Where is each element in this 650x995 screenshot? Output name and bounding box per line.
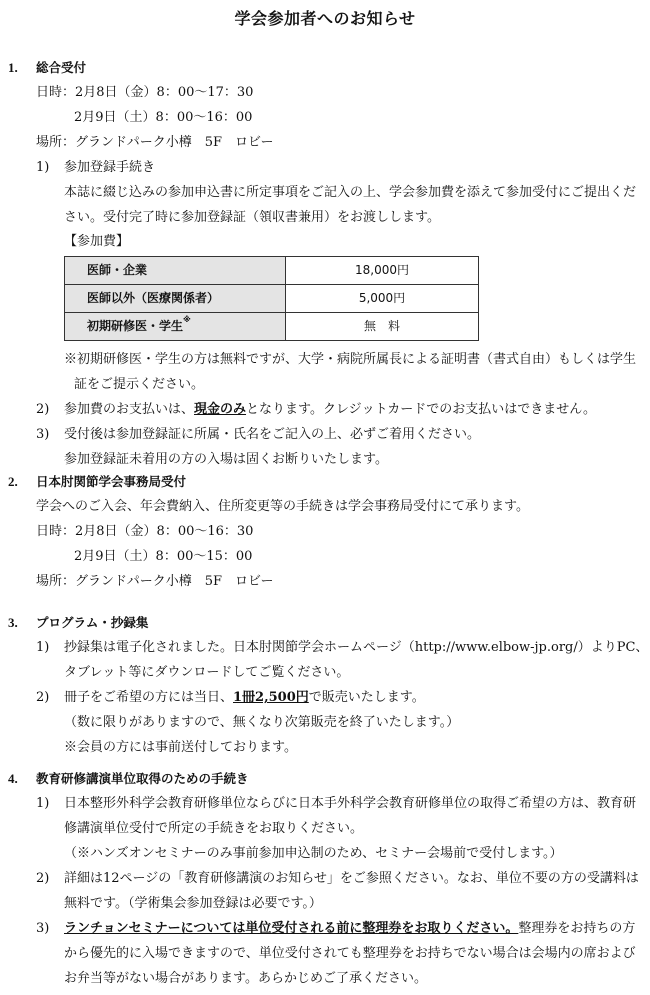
list-item-credit-application (0, 791, 650, 866)
schedule-day1: 日時：2月8日（金）8：00〜17：30 (36, 85, 254, 100)
venue: 場所：グランドパーク小樽 5F ロビー (36, 574, 274, 589)
item-text: 参加登録証未着用の方の入場は固くお断りいたします。 (64, 452, 388, 467)
section-title: プログラム・抄録集 (36, 615, 149, 630)
item-text: （数に限りがありますので、無くなり次第販売を終了いたします。） (64, 715, 460, 730)
item-text: 本誌に綴じ込みの参加申込書に所定事項をご記入の上、学会参加費を添えて参加受付にご提出くだ (64, 185, 637, 200)
list-item-registration (0, 155, 650, 230)
item-text: 受付後は参加登録証に所属・氏名をご記入の上、必ずご着用ください。 (64, 427, 481, 442)
fee-note: 証をご提示ください。 (74, 377, 205, 392)
item-text: ※会員の方には事前送付しております。 (64, 740, 297, 755)
fee-category-cell (65, 313, 286, 341)
section-general-reception (0, 55, 650, 472)
item-number: 2) (36, 871, 50, 886)
section-heading (0, 610, 650, 635)
section-number: 1. (8, 60, 18, 75)
price-text: 1冊2,500円 (233, 690, 309, 705)
emphasis-text: ランチョンセミナーについては単位受付される前に整理券をお取りください。 (64, 921, 519, 936)
table-row (65, 285, 479, 313)
section-secretariat-reception (0, 469, 650, 594)
fee-category: 医師以外（医療関係者） (65, 285, 286, 313)
schedule-day1: 日時：2月8日（金）8：00〜16：30 (36, 524, 254, 539)
section-heading (0, 469, 650, 494)
section-number: 2. (8, 474, 18, 489)
list-item-booklet (0, 685, 650, 760)
section-title: 総合受付 (36, 60, 87, 75)
text-run: 冊子をご希望の方には当日、 (64, 690, 234, 705)
fee-category: 医師・企業 (65, 257, 286, 285)
item-text (64, 916, 642, 941)
item-text: タブレット等にダウンロードしてご覧ください。 (64, 665, 350, 680)
section-title: 日本肘関節学会事務局受付 (36, 474, 187, 489)
section-number: 3. (8, 615, 18, 630)
fee-category: 初期研修医・学生 (87, 319, 184, 333)
text-run: 整理券をお持ちの方 (518, 921, 636, 936)
text-run: で販売いたします。 (308, 690, 425, 705)
note-mark: ※ (183, 315, 191, 324)
item-number: 3) (36, 427, 50, 442)
fee-table (64, 256, 479, 341)
item-number: 2) (36, 690, 50, 705)
list-item-payment (0, 397, 650, 422)
item-text (64, 685, 642, 710)
list-item-digital (0, 635, 650, 685)
section-intro: 学会へのご入会、年会費納入、住所変更等の手続きは学会事務局受付にて承ります。 (36, 499, 529, 514)
emphasis-text: 現金のみ (194, 402, 247, 417)
table-row (65, 313, 479, 341)
item-number: 3) (36, 921, 50, 936)
list-item-badge (0, 422, 650, 472)
item-text: 詳細は12ページの「教育研修講演のお知らせ」をご参照ください。なお、単位不要の方の受講料は (64, 871, 639, 886)
fee-label: 【参加費】 (64, 234, 130, 249)
fee-amount: 5,000円 (286, 285, 479, 313)
item-text (64, 397, 642, 422)
section-number: 4. (8, 771, 18, 786)
item-text: さい。受付完了時に参加登録証（領収書兼用）をお渡しします。 (64, 210, 440, 225)
item-text: 修講演単位受付で所定の手続きをお取りください。 (64, 821, 364, 836)
section-heading (0, 766, 650, 791)
section-program-abstracts (0, 610, 650, 760)
item-heading: 参加登録手続き (64, 160, 156, 175)
section-title: 教育研修講演単位取得のための手続き (36, 771, 249, 786)
page-title: 学会参加者へのお知らせ (234, 9, 416, 28)
table-row (65, 257, 479, 285)
section-heading (0, 55, 650, 80)
list-item-luncheon (0, 916, 650, 991)
item-text: （※ハンズオンセミナーのみ事前参加申込制のため、セミナー会場前で受付します。） (64, 846, 563, 861)
venue: 場所：グランドパーク小樽 5F ロビー (36, 135, 274, 150)
text-run: 参加費のお支払いは、 (64, 402, 195, 417)
schedule-day2: 2月9日（土）8：00〜16：00 (74, 110, 253, 125)
item-number: 1) (36, 640, 50, 655)
section-credit-procedures (0, 766, 650, 991)
fee-amount: 無 料 (286, 313, 479, 341)
list-item-details (0, 866, 650, 916)
item-text: 抄録集は電子化されました。日本肘関節学会ホームページ（http://www.elbow-jp.org/）よりPC、 (64, 640, 649, 655)
item-text: お弁当等がない場合があります。あらかじめご了承ください。 (64, 971, 427, 986)
item-text: 日本整形外科学会教育研修単位ならびに日本手外科学会教育研修単位の取得ご希望の方は、教育研 (64, 796, 637, 811)
item-number: 1) (36, 160, 50, 175)
item-number: 1) (36, 796, 50, 811)
schedule-day2: 2月9日（土）8：00〜15：00 (74, 549, 253, 564)
fee-note: ※初期研修医・学生の方は無料ですが、大学・病院所属長による証明書（書式自由）もしくは学生 (64, 352, 637, 367)
text-run: となります。クレジットカードでのお支払いはできません。 (246, 402, 597, 417)
item-text: 無料です。（学術集会参加登録は必要です。） (64, 896, 322, 911)
fee-amount: 18,000円 (286, 257, 479, 285)
item-text: から優先的に入場できますので、単位受付されても整理券をお持ちでない場合は会場内の席および (64, 946, 636, 961)
item-number: 2) (36, 402, 50, 417)
